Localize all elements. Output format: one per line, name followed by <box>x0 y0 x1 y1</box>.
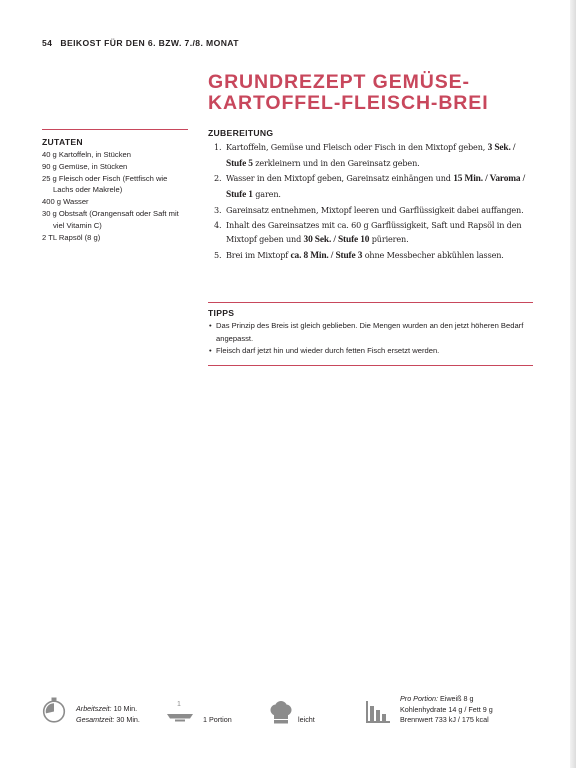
recipe-title <box>208 72 538 114</box>
recipe-title-line-1: GRUNDREZEPT GEMÜSE- <box>208 71 470 93</box>
step-item <box>208 203 536 218</box>
step-text: Brei im Mixtopf <box>226 249 291 260</box>
running-header <box>42 38 239 48</box>
preparation-section <box>208 128 536 264</box>
step-setting: ca. 8 Min. / Stufe 3 <box>290 250 363 261</box>
ingredients-rule <box>42 129 188 130</box>
time-info <box>76 704 140 725</box>
total-time-label: Gesamtzeit: <box>76 714 115 724</box>
tips-heading: TIPPS <box>208 308 235 318</box>
step-text: ohne Messbecher abkühlen lassen. <box>362 249 504 260</box>
carbs-fat-value: Kohlenhydrate 14 g / Fett 9 g <box>400 704 493 714</box>
energy-value: Brennwert 733 kJ / 175 kcal <box>400 715 489 724</box>
total-time-value: 30 Min. <box>116 714 140 724</box>
running-title: BEIKOST FÜR DEN 6. BZW. 7./8. MONAT <box>60 38 239 48</box>
portions-count: 1 <box>177 701 181 708</box>
step-text: Gareinsatz entnehmen, Mixtopf leeren und Garflüssigkeit dabei auffangen. <box>226 204 524 215</box>
step-item <box>208 171 536 202</box>
page-number: 54 <box>42 38 53 48</box>
step-number: 3. <box>214 204 222 215</box>
tips-list <box>208 320 533 358</box>
step-item <box>208 218 536 248</box>
nutrition-bars-icon <box>366 701 390 723</box>
preparation-steps <box>208 140 536 264</box>
ingredients-heading: ZUTATEN <box>42 137 83 147</box>
ingredient-item: 2 TL Rapsöl (8 g) <box>42 232 101 242</box>
nutrition-label: Pro Portion: <box>400 694 438 703</box>
ingredients-list <box>42 149 188 243</box>
page-edge <box>570 0 576 768</box>
work-time-value: 10 Min. <box>113 704 138 713</box>
step-text: zerkleinern und in den Gareinsatz geben. <box>252 157 420 168</box>
step-setting: 3 Sek. / Stufe 5 <box>226 143 516 169</box>
recipe-title-line-2: KARTOFFEL-FLEISCH-BREI <box>208 92 489 114</box>
nutrition-info <box>400 694 493 726</box>
step-item <box>208 248 536 264</box>
ingredient-item: 400 g Wasser <box>42 197 89 207</box>
difficulty-label: leicht <box>298 715 315 724</box>
preparation-heading: ZUBEREITUNG <box>208 128 274 138</box>
step-item <box>208 140 536 171</box>
step-text: Wasser in den Mixtopf geben, Gareinsatz einhängen und <box>226 173 454 184</box>
step-setting: 30 Sek. / Stufe 10 <box>303 235 370 246</box>
ingredient-item: 30 g Obstsaft (Orangensaft oder Saft mit viel Vitamin C) <box>42 208 179 230</box>
protein-value: Eiweiß 8 g <box>439 694 474 703</box>
ingredients-section <box>42 129 188 243</box>
step-setting: 15 Min. / Varoma / Stufe 1 <box>226 174 526 201</box>
tip-item: • Das Prinzip des Breis ist gleich geblieben. Die Mengen wurden an den jetzt höheren Bedarf angepasst. <box>208 320 533 345</box>
step-number: 1. <box>214 142 222 152</box>
step-text: Inhalt des Gareinsatzes mit ca. 60 g Garflüssigkeit, Saft und Rapsöl in den Mixtopf geben und <box>226 219 522 245</box>
step-number: 2. <box>214 173 222 184</box>
work-time-label: Arbeitszeit: <box>76 704 112 713</box>
step-text: Kartoffeln, Gemüse und Fleisch oder Fisch in den Mixtopf geben, <box>226 142 488 152</box>
tip-item: • Fleisch darf jetzt hin und wieder durch fetten Fisch ersetzt werden. <box>208 345 533 358</box>
step-number: 4. <box>214 219 222 230</box>
step-text: pürieren. <box>369 234 409 245</box>
ingredient-item: 40 g Kartoffeln, in Stücken <box>42 150 131 159</box>
tips-box <box>208 302 533 366</box>
ingredient-item: 90 g Gemüse, in Stücken <box>42 161 128 171</box>
chef-hat-icon <box>270 701 292 725</box>
step-number: 5. <box>214 249 222 260</box>
recipe-info-footer <box>0 690 576 740</box>
step-text: garen. <box>252 189 281 200</box>
portion-plate-icon <box>167 710 193 722</box>
stopwatch-icon <box>42 697 66 723</box>
portions-label: 1 Portion <box>203 715 232 724</box>
ingredient-item: 25 g Fleisch oder Fisch (Fettfisch wie Lachs oder Makrele) <box>42 173 168 195</box>
